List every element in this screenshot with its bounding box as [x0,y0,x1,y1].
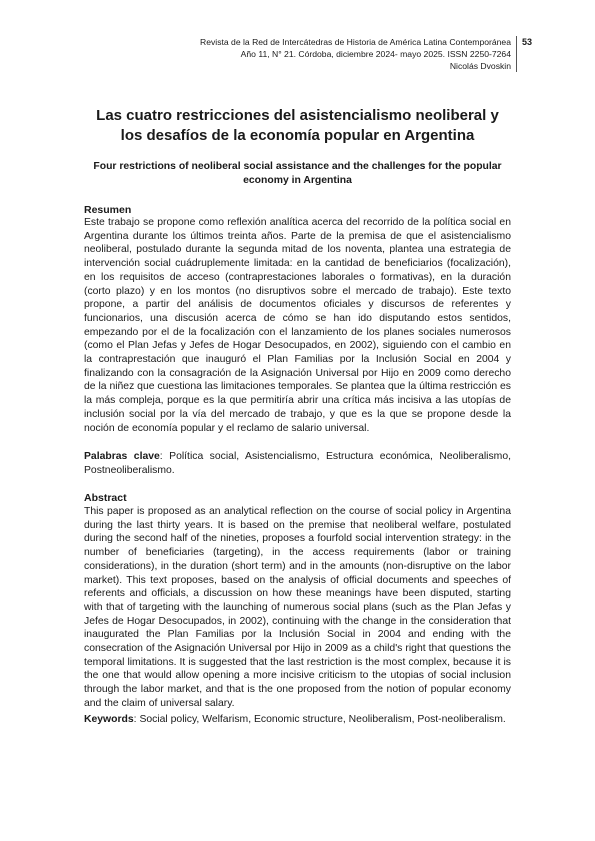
issue-info: Año 11, N° 21. Córdoba, diciembre 2024- mayo 2025. ISSN 2250-7264 [240,49,511,59]
journal-info [200,36,517,72]
keywords-label-en: Keywords [84,714,134,725]
keywords-list-en: : Social policy, Welfarism, Economic structure, Neoliberalism, Post-neoliberalism. [133,714,506,725]
abstract-heading: Abstract [84,492,127,504]
journal-name: Revista de la Red de Intercátedras de Historia de América Latina Contemporánea [200,37,511,47]
running-header [200,36,532,72]
author-name: Nicolás Dvoskin [449,61,511,71]
page-number: 53 [521,37,532,47]
article-title: Las cuatro restricciones del asistencialismo neoliberal y los desafíos de la economía popular en Argentina [96,107,499,144]
abstract-keywords [84,713,511,727]
article-subtitle-english: Four restrictions of neoliberal social assistance and the challenges for the popular economy in Argentina [93,161,502,186]
resumen-keywords [84,450,511,477]
abstract-body: This paper is proposed as an analytical reflection on the course of social policy in Argentina during the last thirty years. It is based on the premise that neoliberal welfare, postulated during the second half of the nineties, proposes a fourfold social intervention strategy: in the number of beneficiaries (targeting), in the access requirements (labor or training considerations), in the duration (short term) and in the amounts (non-disruptive on the labor market). This text proposes, based on the analysis of official documents and speeches of referents and officials, a discussion on how these meanings have been disputed, starting with that of targeting with the launching of numerous social plans (such as the Plan Jefas y Jefes de Hogar Desocupados, in 2002), continuing with the change in the consideration that inaugurated the Plan Familias por la Inclusión Social in 2004 and ending with the consecration of the Asignación Universal por Hijo in 2009 as a child's right that questions the temporal limitations. It is suggested that the last restriction is the most complex, because it is the one that would allow opening a more incisive criticism to the utopias of social inclusion through the labor market, and that is the one proposed from the notion of popular economy and the claim of universal salary. [84,506,511,709]
keywords-list-es: : Política social, Asistencialismo, Estructura económica, Neoliberalismo, Postneoliberalismo. [84,451,511,476]
resumen-heading: Resumen [84,204,132,216]
resumen-body: Este trabajo se propone como reflexión analítica acerca del recorrido de la política social en Argentina durante los últimos treinta años. Parte de la premisa de que el asistencialismo neoliberal, postulado durante la segunda mitad de los noventa, plantea una estrategia de intervención social cuádruplemente limitada: en la cantidad de beneficiarios (focalización), en los requisitos de acceso (contraprestaciones laborales o formativas), en la duración (corto plazo) y en los montos (no disruptivos sobre el mercado de trabajo). Este texto propone, a partir del análisis de documentos oficiales y discursos de referentes y funcionarios, una discusión acerca de cómo se han ido disputando estos sentidos, empezando por el de la focalización con el lanzamiento de los planes sociales numerosos (como el Plan Jefas y Jefes de Hogar Desocupados, en 2002), siguiendo con el cambio en la contraprestación que inauguró el Plan Familias por la Inclusión Social en 2004 y finalizando con la consagración de la Asignación Universal por Hijo en 2009 como derecho de la niñez que cuestiona las limitaciones temporales. Se plantea que la última restricción es la más compleja, porque es la que permitiría abrir una crítica más incisiva a las utopías de inclusión social por la vía del mercado de trabajo, y que es la que se propone desde la noción de economía popular y el reclamo de salario universal. [84,217,511,434]
keywords-label-es: Palabras clave [84,451,160,462]
